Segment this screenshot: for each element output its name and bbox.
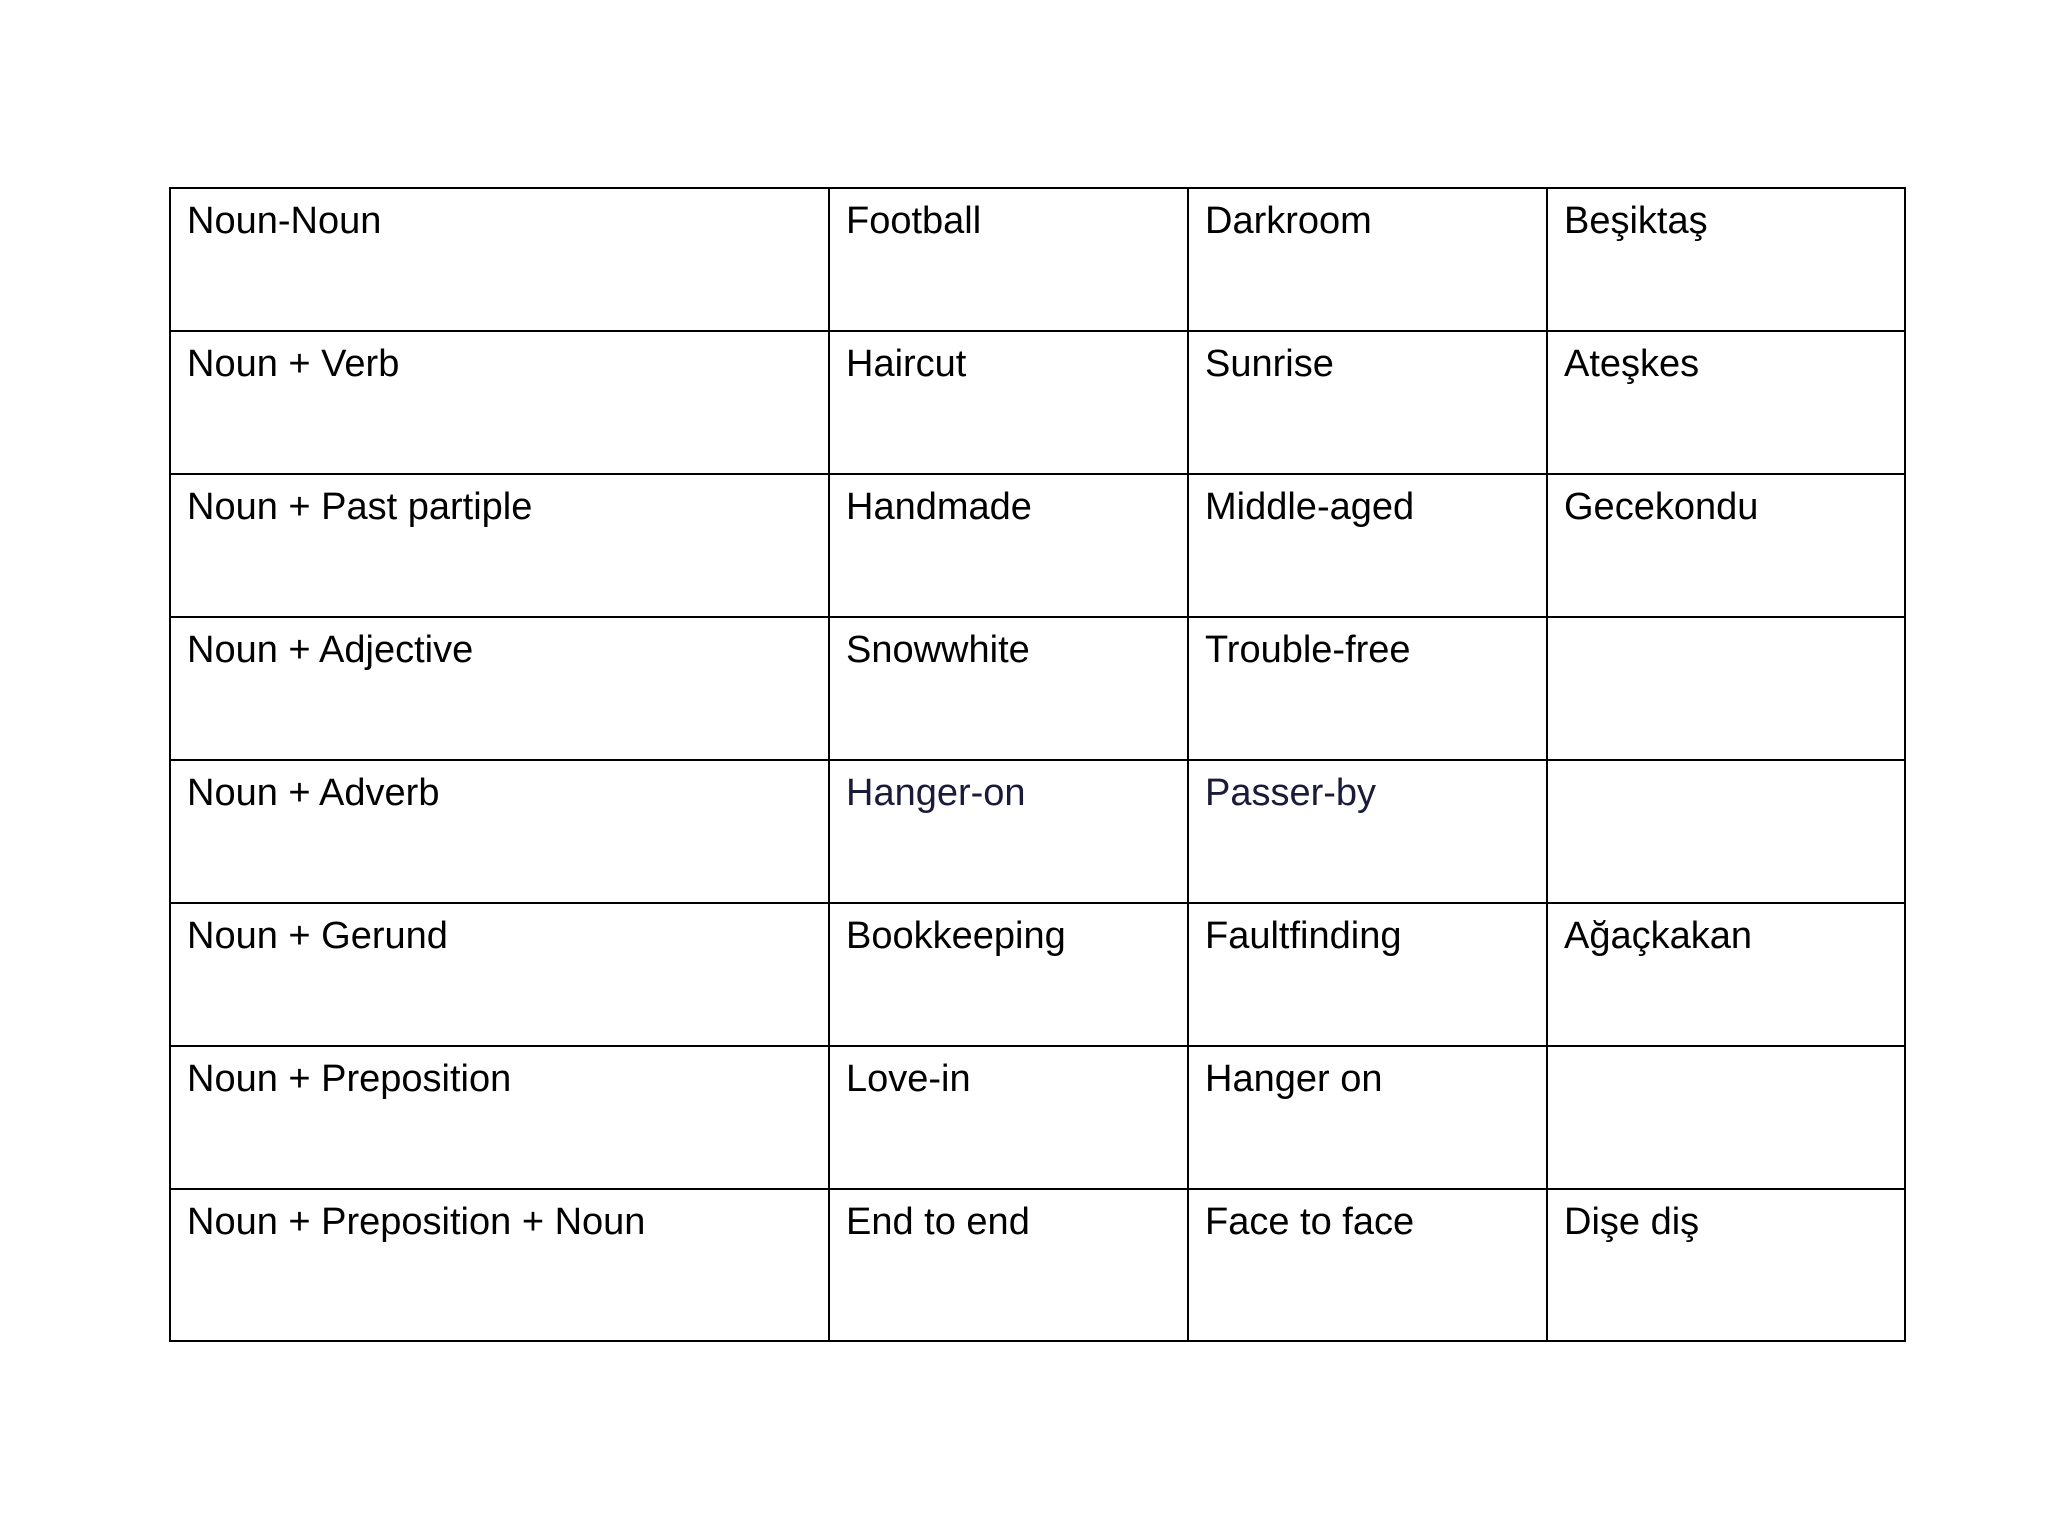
- compound-type-cell: Noun + Preposition + Noun: [170, 1189, 829, 1341]
- table-row: [170, 617, 1905, 760]
- turkish-example-cell: Gecekondu: [1547, 474, 1905, 617]
- example-cell: End to end: [829, 1189, 1188, 1341]
- example-cell: Love-in: [829, 1046, 1188, 1189]
- example-cell: Haircut: [829, 331, 1188, 474]
- turkish-example-cell: Dişe diş: [1547, 1189, 1905, 1341]
- compound-words-table: [169, 187, 1906, 1342]
- example-cell: Passer-by: [1188, 760, 1547, 903]
- table-row: [170, 903, 1905, 1046]
- example-cell: Handmade: [829, 474, 1188, 617]
- example-cell: Middle-aged: [1188, 474, 1547, 617]
- table-row: [170, 1189, 1905, 1341]
- example-cell: Hanger-on: [829, 760, 1188, 903]
- turkish-example-cell: [1547, 1046, 1905, 1189]
- example-cell: Faultfinding: [1188, 903, 1547, 1046]
- example-cell: Face to face: [1188, 1189, 1547, 1341]
- turkish-example-cell: Ateşkes: [1547, 331, 1905, 474]
- turkish-example-cell: Ağaçkakan: [1547, 903, 1905, 1046]
- compound-type-cell: Noun + Preposition: [170, 1046, 829, 1189]
- table-row: [170, 188, 1905, 331]
- example-cell: Sunrise: [1188, 331, 1547, 474]
- example-cell: Football: [829, 188, 1188, 331]
- compound-type-cell: Noun + Adjective: [170, 617, 829, 760]
- turkish-example-cell: [1547, 760, 1905, 903]
- example-cell: Darkroom: [1188, 188, 1547, 331]
- table-row: [170, 1046, 1905, 1189]
- example-cell: Bookkeeping: [829, 903, 1188, 1046]
- compound-type-cell: Noun + Gerund: [170, 903, 829, 1046]
- compound-type-cell: Noun + Past partiple: [170, 474, 829, 617]
- turkish-example-cell: Beşiktaş: [1547, 188, 1905, 331]
- table-row: [170, 760, 1905, 903]
- compound-type-cell: Noun-Noun: [170, 188, 829, 331]
- table-row: [170, 474, 1905, 617]
- compound-type-cell: Noun + Adverb: [170, 760, 829, 903]
- example-cell: Trouble-free: [1188, 617, 1547, 760]
- example-cell: Hanger on: [1188, 1046, 1547, 1189]
- turkish-example-cell: [1547, 617, 1905, 760]
- compound-type-cell: Noun + Verb: [170, 331, 829, 474]
- table-row: [170, 331, 1905, 474]
- example-cell: Snowwhite: [829, 617, 1188, 760]
